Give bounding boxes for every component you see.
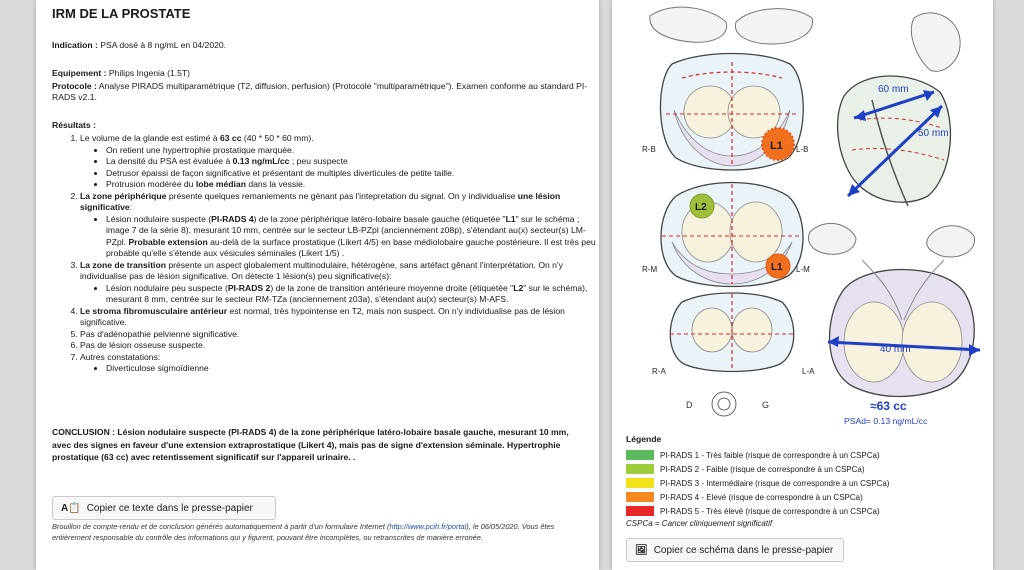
dim-50: 50 mm (918, 128, 949, 139)
result-1-bullet: • Detrusor épaissi de façon significative et présentant de multiples diverticules de petite taille. (106, 168, 600, 180)
volume-label: ≈63 cc (870, 399, 907, 413)
schema-panel (612, 0, 993, 570)
section-mid (642, 183, 810, 287)
lesion-l2-label: L2 (695, 202, 707, 213)
result-1-bullet: • On retient une hypertrophie prostatique marquée. (106, 145, 600, 157)
resultats-heading: Résultats : (52, 120, 96, 130)
label-g: G (762, 400, 770, 410)
result-7-bullet: • Diverticulose sigmoïdienne (106, 363, 600, 375)
dim-60: 60 mm (878, 84, 909, 95)
result-3: 3. La zone de transition présente un aspect globalement multinodulaire, hétérogène, sans artéfact gênant l'interprétation. On n'y individualise pas de lésion significative. On détecte 1 lésion(s) peu significative(s): • Lésion nodulaire peu suspecte (PI-RADS 2) de la zone de transition antérieure moyenne droite (étiquetée "L2" sur le schéma), mesurant 8 mm, centrée sur le secteur RM-TZa (anciennement z03a), s'étendant au(x) secteur(s) M-AFS. (80, 260, 600, 306)
seminal-vesicles (650, 7, 813, 44)
legend-swatch (626, 492, 654, 502)
label-lb: L-B (796, 145, 809, 154)
result-7: 7. Autres constatations: • Diverticulose sigmoïdienne (80, 352, 600, 375)
legend-swatch (626, 450, 654, 460)
result-5: 5. Pas d'adénopathie pelvienne significative. (80, 329, 600, 341)
result-1-bullet: • Protrusion modérée du lobe médian dans la vessie. (106, 179, 600, 191)
legend-item: PI-RADS 3 - Intermédiaire (risque de correspondre à un CSPCa) (626, 477, 889, 489)
sagittal-view (838, 13, 961, 206)
legend-item: PI-RADS 1 - Très faible (risque de correspondre à un CSPCa) (626, 449, 880, 461)
section-base (642, 54, 808, 171)
lesion-l1-description: • Lésion nodulaire suspecte (PI-RADS 4) de la zone périphérique latéro-lobaire basale gauche (étiquetée "L1" sur le schéma ; image 7 de la série 8), mesurant 10 mm, centrée sur le secteur LB-PZpl (anciennement z08p), s'étendant au(x) secteur(s) LM-PZpl. Probable extension au-delà de la surface prostatique (Likert 4/5) en base médiolobaire gauche postérieure. Il est très peu probable qu'elle s'étende aux vésicules séminales (Likert 1/5) . (106, 214, 600, 260)
disclaimer-note: Brouillon de compte-rendu et de conclusion générés automatiquement à partir d'un formulaire Internet (http://www.pcih.fr/portal), le 06/05/2020. Vous êtes entièrement responsable du contrôle des informations qui y figurent, pouvant être incomplètes, ou retranscrites de manière erronée. (52, 522, 555, 542)
lesion-l1-label: L1 (770, 140, 783, 152)
legend-swatch (626, 506, 654, 516)
prostate-schema (612, 0, 993, 430)
protocole-line: Protocole : Analyse PIRADS multiparamétrique (T2, diffusion, perfusion) (Protocole "multiparamétrique"). Examen conforme au standard PI-RADS v2.1. (52, 81, 588, 102)
results-list (66, 133, 600, 375)
report-panel (36, 0, 599, 570)
copy-schema-button[interactable]: 🖼 Copier ce schéma dans le presse-papier (626, 538, 844, 562)
lesion-l1-mid-label: L1 (771, 262, 783, 273)
label-la: L-A (802, 367, 815, 376)
legend-item: PI-RADS 2 - Faible (risque de correspondre à un CSPCa) (626, 463, 865, 475)
legend-swatch (626, 478, 654, 488)
clipboard-image-icon: 🖼 (635, 544, 648, 556)
label-d: D (686, 400, 693, 410)
clipboard-text-icon: A📋 (61, 502, 81, 514)
report-title: IRM DE LA PROSTATE (52, 6, 191, 21)
legend-item: PI-RADS 5 - Très élevé (risque de correspondre à un CSPCa) (626, 505, 880, 517)
result-2: 2. La zone périphérique présente quelques remaniements ne génant pas l'intepretation du signal. On y individualise une lésion significative: • Lésion nodulaire suspecte (PI-RADS 4) de la zone périphérique latéro-lobaire basale gauche (étiquetée "L1" sur le schéma ; image 7 de la série 8), mesurant 10 mm, centrée sur le secteur LB-PZpl (anciennement z08p), s'étendant au(x) secteur(s) LM-PZpl. Probable extension au-delà de la surface prostatique (Likert 4/5) en base médiolobaire gauche postérieure. Il est très peu probable qu'elle s'étende aux vésicules séminales (Likert 1/5) . (80, 191, 600, 260)
result-1: 1. Le volume de la glande est estimé à 63 cc (40 * 50 * 60 mm). • On retient une hypertrophie prostatique marquée. • La densité du PSA est évaluée à 0.13 ng/mL/cc ; peu suspecte • Detrusor épaissi de façon significative et présentant de multiples diverticules de petite taille. • Protrusion modérée du lobe médian dans la vessie. (80, 133, 600, 191)
psad-label: PSAd= 0.13 ng/mL/cc (844, 416, 928, 426)
indication-line: Indication : PSA dosé à 8 ng/mL en 04/2020. (52, 40, 227, 50)
equipement-line: Equipement : Philips Ingenia (1.5T) (52, 68, 191, 78)
dim-40: 40 mm (880, 344, 911, 355)
copy-text-button[interactable]: A📋 Copier ce texte dans le presse-papier (52, 496, 276, 520)
label-lm: L-M (796, 265, 810, 274)
lesion-l2-description: • Lésion nodulaire peu suspecte (PI-RADS 2) de la zone de transition antérieure moyenne droite (étiquetée "L2" sur le schéma), mesurant 8 mm, centrée sur le secteur RM-TZa (anciennement z03a), s'étendant au(x) secteur(s) M-AFS. (106, 283, 600, 306)
label-rb: R-B (642, 145, 656, 154)
legend-swatch (626, 464, 654, 474)
portal-link[interactable]: http://www.pcih.fr/portal (389, 522, 467, 531)
result-6: 6. Pas de lésion osseuse suspecte. (80, 340, 600, 352)
result-1-bullet: • La densité du PSA est évaluée à 0.13 ng/mL/cc ; peu suspecte (106, 156, 600, 168)
orientation-marker (686, 392, 769, 416)
section-apex (652, 293, 815, 376)
label-ra: R-A (652, 367, 666, 376)
legend-item: PI-RADS 4 - Elevé (risque de correspondre à un CSPCa) (626, 491, 863, 503)
coronal-view (808, 223, 980, 426)
legend-note: CSPCa = Cancer cliniquement significatif (626, 519, 773, 528)
conclusion: CONCLUSION : Lésion nodulaire suspecte (PI-RADS 4) de la zone périphérique latéro-lobaire basale gauche, mesurant 10 mm, avec des signes en faveur d'une extension extraprostatique (Likert 4), mais pas de signe d'extension séminale. Hypertrophie prostatique (63 cc) avec retentissement significatif sur l'appareil urinaire. . (52, 427, 569, 462)
legend-title: Légende (626, 434, 662, 444)
label-rm: R-M (642, 265, 658, 274)
result-4: 4. Le stroma fibromusculaire antérieur est normal, très hypointense en T2, mais non suspect. On n'y individualise pas de lésion significative. (80, 306, 600, 329)
